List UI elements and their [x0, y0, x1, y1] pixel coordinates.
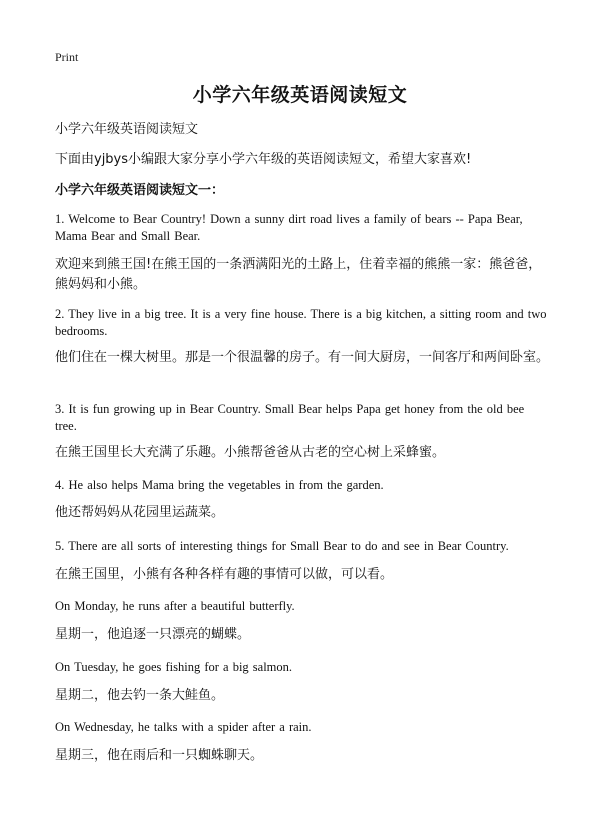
monday-chinese: 星期一，他追逐一只漂亮的蝴蝶。 [55, 627, 251, 642]
print-label[interactable]: Print [55, 50, 79, 64]
tuesday-chinese: 星期二，他去钓一条大鲑鱼。 [55, 688, 225, 703]
paragraph-1-english: 1. Welcome to Bear Country! Down a sunny dirt road lives a family of bears -- Papa Bear, Mama Bear and Small Bear. [55, 212, 523, 243]
paragraph-1-chinese: 欢迎来到熊王国!在熊王国的一条洒满阳光的土路上，住着幸福的熊熊一家：熊爸爸，熊妈妈和小熊。 [55, 257, 542, 292]
wednesday-chinese: 星期三，他在雨后和一只蜘蛛聊天。 [55, 748, 264, 763]
subtitle: 小学六年级英语阅读短文 [55, 122, 199, 137]
section-heading: 小学六年级英语阅读短文一： [55, 183, 225, 198]
paragraph-4-english: 4. He also helps Mama bring the vegetables in from the garden. [55, 478, 384, 492]
paragraph-4-chinese: 他还帮妈妈从花园里运蔬菜。 [55, 505, 225, 520]
paragraph-2-chinese: 他们住在一棵大树里。那是一个很温馨的房子。有一间大厨房，一间客厅和两间卧室。 [55, 350, 550, 365]
page-title: 小学六年级英语阅读短文 [192, 84, 408, 106]
paragraph-5-chinese: 在熊王国里，小熊有各种各样有趣的事情可以做，可以看。 [55, 567, 394, 582]
wednesday-english: On Wednesday, he talks with a spider after a rain. [55, 720, 312, 734]
tuesday-english: On Tuesday, he goes fishing for a big salmon. [55, 660, 293, 674]
paragraph-3-chinese: 在熊王国里长大充满了乐趣。小熊帮爸爸从古老的空心树上采蜂蜜。 [55, 445, 446, 460]
monday-english: On Monday, he runs after a beautiful butterfly. [55, 599, 295, 613]
paragraph-2-english: 2. They live in a big tree. It is a very fine house. There is a big kitchen, a sitting room and two bedrooms. [55, 307, 547, 338]
paragraph-5-english: 5. There are all sorts of interesting things for Small Bear to do and see in Bear Country. [55, 539, 509, 553]
intro-text: 下面由yjbys小编跟大家分享小学六年级的英语阅读短文，希望大家喜欢! [55, 152, 472, 167]
paragraph-3-english: 3. It is fun growing up in Bear Country. Small Bear helps Papa get honey from the old bee tree. [55, 402, 525, 433]
